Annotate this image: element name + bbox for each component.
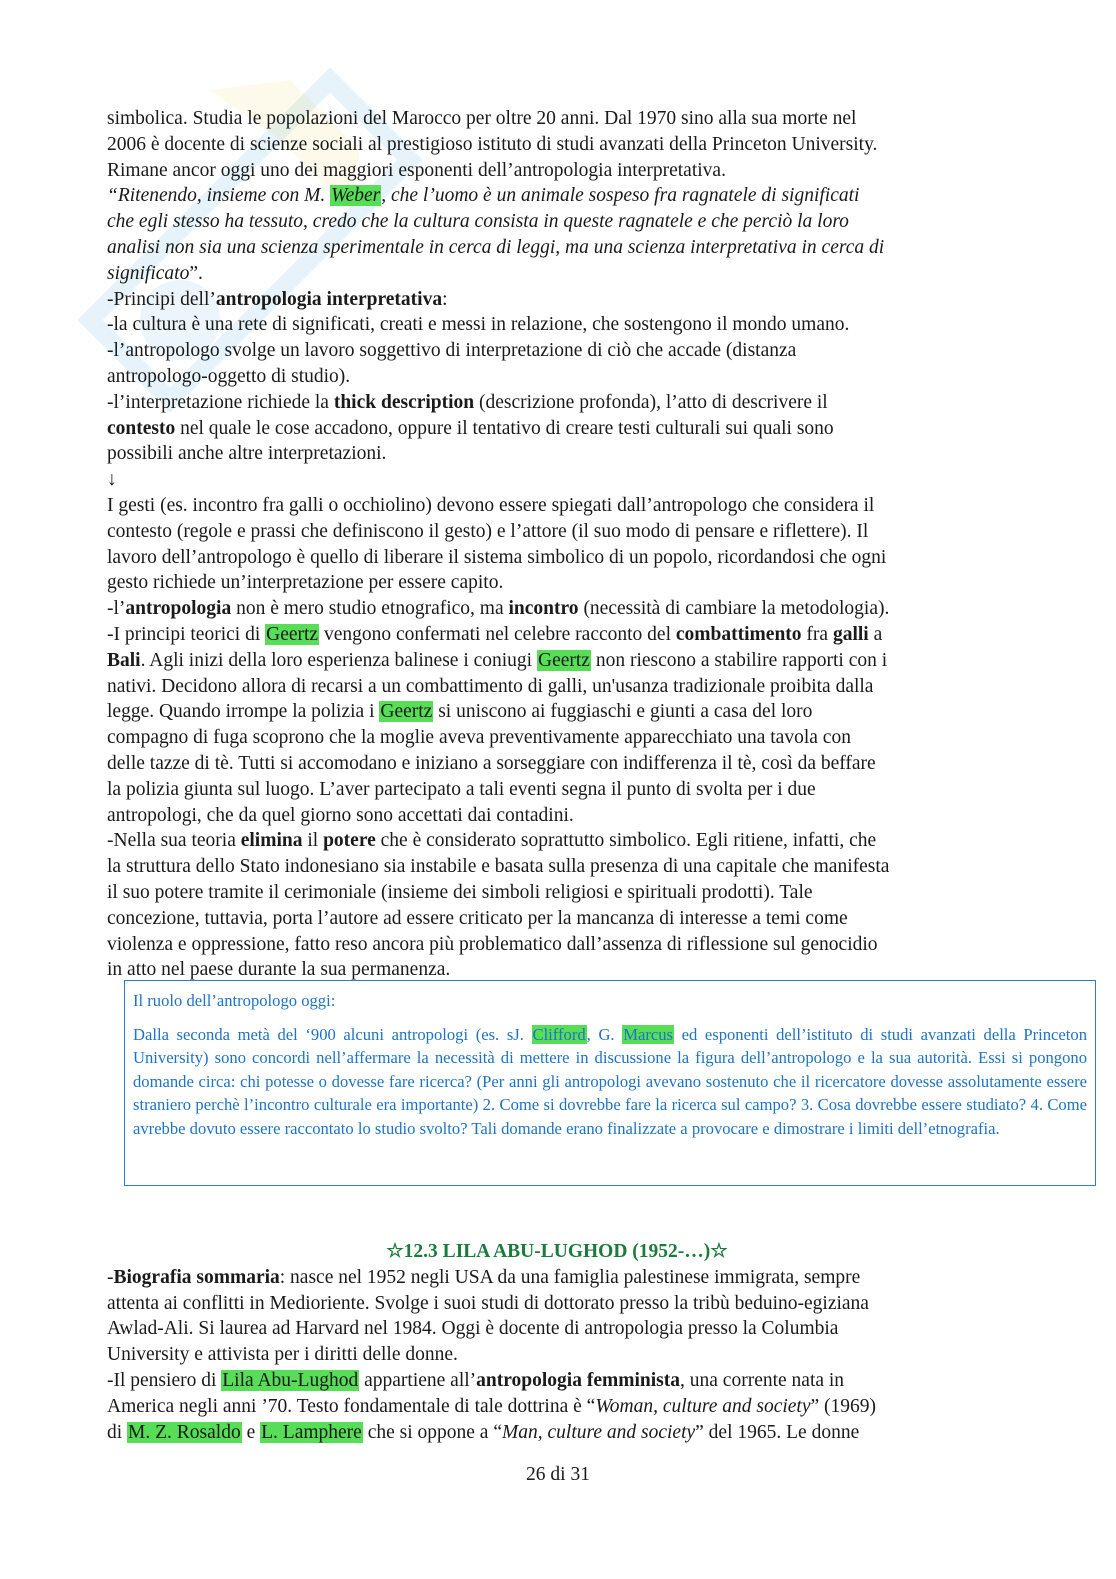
- highlight-marcus: Marcus: [623, 1024, 673, 1044]
- paragraph-line: di M. Z. Rosaldo e L. Lamphere che si oppone a “Man, culture and society” del 1965. Le donne: [107, 1421, 860, 1443]
- paragraph-line: -l’antropologo svolge un lavoro soggettivo di interpretazione di ciò che accade (distanza: [107, 340, 797, 362]
- document-body: [107, 106, 1007, 983]
- paragraph-line: -l’antropologia non è mero studio etnografico, ma incontro (necessità di cambiare la metodologia).: [107, 598, 890, 620]
- paragraph-line: -Biografia sommaria: nasce nel 1952 negli USA da una famiglia palestinese immigrata, sempre: [107, 1266, 861, 1288]
- principi-heading: -Principi dell’antropologia interpretativa:: [107, 288, 448, 310]
- quote-line: “Ritenendo, insieme con M. Weber, che l’uomo è un animale sospeso fra ragnatele di significati: [107, 185, 860, 207]
- info-box-title: Il ruolo dell’antropologo oggi:: [133, 991, 336, 1010]
- paragraph-line: America negli anni ’70. Testo fondamentale di tale dottrina è “Woman, culture and society” (1969): [107, 1395, 877, 1417]
- paragraph-line: antropologo-oggetto di studio).: [107, 365, 351, 387]
- paragraph-line: gesto richiede un’interpretazione per essere capito.: [107, 572, 504, 594]
- quote-line: significato”.: [107, 262, 203, 284]
- paragraph-line: 2006 è docente di scienze sociali al prestigioso istituto di studi avanzati della Princeton University.: [107, 133, 878, 155]
- paragraph-line: -Nella sua teoria elimina il potere che è considerato soprattutto simbolico. Egli ritiene, infatti, che: [107, 830, 877, 852]
- paragraph-line: nativi. Decidono allora di recarsi a un combattimento di galli, un'usanza tradizionale proibita dalla: [107, 675, 874, 697]
- paragraph-line: -la cultura è una rete di significati, creati e messi in relazione, che sostengono il mondo umano.: [107, 314, 850, 336]
- quote-line: analisi non sia una scienza sperimentale in cerca di leggi, ma una scienza interpretativa in cerca di: [107, 236, 885, 258]
- highlight-geertz: Geertz: [537, 649, 590, 671]
- paragraph-line: il suo potere tramite il cerimoniale (insieme dei simboli religiosi e spirituali prodotti). Tale: [107, 881, 813, 903]
- paragraph-line: contesto (regole e prassi che definiscono il gesto) e l’attore (il suo modo di pensare e riflettere). Il: [107, 520, 869, 542]
- quote-line: che egli stesso ha tessuto, credo che la cultura consista in queste ragnatele e che perciò la loro: [107, 211, 849, 233]
- paragraph-line: legge. Quando irrompe la polizia i Geertz si uniscono ai fuggiaschi e giunti a casa del loro: [107, 701, 813, 723]
- info-box-text: Dalla seconda metà del ‘900 alcuni antropologi (es. sJ. Clifford, G. Marcus ed esponenti dell’istituto di studi avanzati della Princeton University) sono concordi nell’affermare la necessità di mettere in discussione la figura dell’antropologo e la sua autorità. Essi si pongono domande circa: chi potesse o dovesse fare ricerca? (Per anni gli antropologi avevano sostenuto che il ricercatore dovesse assolutamente essere straniero perchè l’incontro culturale era importante) 2. Come si dovrebbe fare la ricerca sul campo? 3. Cosa dovrebbe essere studiato? 4. Come avrebbe dovuto essere raccontato lo studio svolto? Tali domande erano finalizzate a provocare e dimostrare i limiti dell’etnografia.: [133, 1024, 1087, 1138]
- paragraph-line: la struttura dello Stato indonesiano sia instabile e basata sulla presenza di una capitale che manifesta: [107, 856, 890, 878]
- highlight-weber: Weber: [331, 185, 381, 207]
- down-arrow-icon: ↓: [107, 469, 117, 491]
- paragraph-line: University e attivista per i diritti delle donne.: [107, 1344, 458, 1366]
- paragraph-line: -I principi teorici di Geertz vengono confermati nel celebre racconto del combattimento fra galli a: [107, 623, 883, 645]
- paragraph-line: la polizia giunta sul luogo. L’aver partecipato a tali eventi segna il punto di svolta per i due: [107, 778, 816, 800]
- paragraph-line: -l’interpretazione richiede la thick description (descrizione profonda), l’atto di descrivere il: [107, 391, 828, 413]
- paragraph-line: attenta ai conflitti in Medioriente. Svolge i suoi studi di dottorato presso la tribù beduino-egiziana: [107, 1292, 869, 1314]
- paragraph-line: possibili anche altre interpretazioni.: [107, 443, 387, 465]
- highlight-rosaldo: M. Z. Rosaldo: [128, 1421, 241, 1443]
- paragraph-line: concezione, tuttavia, porta l’autore ad essere criticato per la mancanza di interesse a temi come: [107, 907, 848, 929]
- paragraph-line: antropologi, che da quel giorno sono accettati dai contadini.: [107, 804, 574, 826]
- highlight-lila: Lila Abu-Lughod: [222, 1369, 359, 1391]
- paragraph-line: I gesti (es. incontro fra galli o occhiolino) devono essere spiegati dall’antropologo che considera il: [107, 494, 875, 516]
- paragraph-line: compagno di fuga scoprono che la moglie aveva preventivamente apparecchiato una tavola con: [107, 727, 851, 749]
- highlight-geertz: Geertz: [266, 623, 319, 645]
- section-abu-lughod: [107, 1239, 1007, 1445]
- highlight-lamphere: L. Lamphere: [261, 1421, 362, 1443]
- paragraph-line: Bali. Agli inizi della loro esperienza balinese i coniugi Geertz non riescono a stabilire rapporti con i: [107, 649, 888, 671]
- paragraph-line: violenza e oppressione, fatto reso ancora più problematico dall’assenza di riflessione sul genocidio: [107, 933, 878, 955]
- highlight-geertz: Geertz: [380, 701, 433, 723]
- info-box: [124, 980, 1096, 1186]
- highlight-clifford: Clifford: [532, 1024, 586, 1044]
- paragraph-line: Awlad-Ali. Si laurea ad Harvard nel 1984. Oggi è docente di antropologia presso la Columbia: [107, 1318, 839, 1340]
- paragraph-line: lavoro dell’antropologo è quello di liberare il sistema simbolico di un popolo, ricordandosi che ogni: [107, 546, 887, 568]
- paragraph-line: simbolica. Studia le popolazioni del Marocco per oltre 20 anni. Dal 1970 sino alla sua morte nel: [107, 108, 857, 129]
- section-heading: ☆12.3 LILA ABU-LUGHOD (1952-…)☆: [386, 1241, 728, 1262]
- paragraph-line: contesto nel quale le cose accadono, oppure il tentativo di creare testi culturali sui quali sono: [107, 417, 834, 439]
- paragraph-line: Rimane ancor oggi uno dei maggiori esponenti dell’antropologia interpretativa.: [107, 159, 726, 181]
- paragraph-line: in atto nel paese durante la sua permanenza.: [107, 959, 451, 981]
- page-number: 26 di 31: [526, 1464, 590, 1485]
- paragraph-line: delle tazze di tè. Tutti si accomodano e iniziano a sorseggiare con indifferenza il tè, così da beffare: [107, 752, 876, 774]
- paragraph-line: -Il pensiero di Lila Abu-Lughod appartiene all’antropologia femminista, una corrente nata in: [107, 1369, 845, 1391]
